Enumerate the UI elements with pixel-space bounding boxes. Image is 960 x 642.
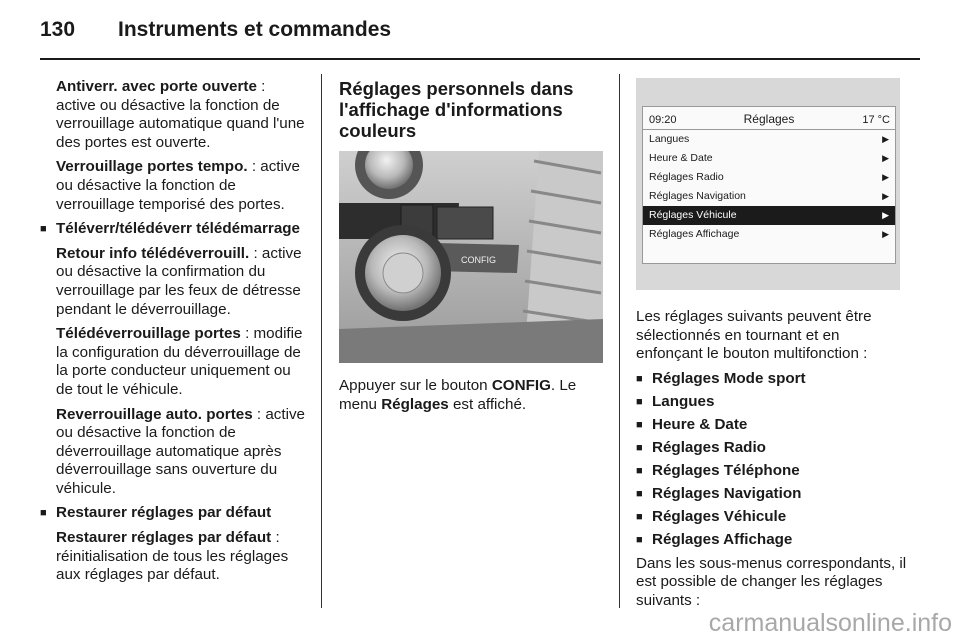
watermark: carmanualsonline.info xyxy=(708,609,952,637)
paragraph-outro: Dans les sous-menus correspondants, il est possible de changer les réglages suivants : xyxy=(636,554,907,609)
column-left xyxy=(40,78,308,591)
bullet-square-icon: ■ xyxy=(636,488,643,501)
page-header xyxy=(40,14,920,62)
bullet-televerr: ■ Téléverr/télédéverr télédémarrage xyxy=(40,220,300,238)
section-heading: Réglages personnels dans l'affichage d'informations couleurs xyxy=(339,78,574,141)
paragraph-reverrouillage: Reverrouillage auto. portes : active ou désactive la fonction de déverrouillage automatique après déverrouillage sans ouverture du véhicule. xyxy=(56,405,305,497)
paragraph-retour-info: Retour info télédéverrouill. : active ou désactive la confirmation du verrouillage par les feux de détresse pendant le déverrouillage. xyxy=(56,244,302,318)
display-menu-item: Réglages Affichage ▶ xyxy=(643,225,895,244)
display-menu-item: Réglages Radio ▶ xyxy=(643,168,895,187)
header-rule xyxy=(40,58,920,60)
display-menu-item: Langues ▶ xyxy=(643,130,895,149)
display-topbar xyxy=(643,107,895,130)
display-title: Réglages xyxy=(743,112,795,126)
bullet-restaurer: ■ Restaurer réglages par défaut xyxy=(40,504,272,522)
page-number: 130 xyxy=(40,18,76,41)
config-button-photo xyxy=(339,151,603,363)
paragraph-restaurer: Restaurer réglages par défaut : réinitialisation de tous les réglages aux réglages par défaut. xyxy=(56,529,289,584)
bullet-square-icon: ■ xyxy=(636,465,643,478)
display-menu-item: Réglages Véhicule ▶ xyxy=(643,206,895,225)
paragraph-antiverr: Antiverr. avec porte ouverte : active ou désactive la fonction de verrouillage automatique quand l'une des portes est ouverte. xyxy=(56,78,305,151)
config-label: CONFIG xyxy=(461,255,496,265)
display-menu-item: Réglages Navigation ▶ xyxy=(643,187,895,206)
list-item: ■ Réglages Mode sport xyxy=(636,369,806,387)
paragraph-intro: Les réglages suivants peuvent être sélectionnés en tournant et en enfonçant le bouton multifonction : xyxy=(636,308,872,363)
chevron-right-icon: ▶ xyxy=(882,134,889,144)
display-temperature: 17 °C xyxy=(862,114,890,126)
chevron-right-icon: ▶ xyxy=(882,172,889,182)
column-right xyxy=(636,78,908,616)
chevron-right-icon: ▶ xyxy=(882,191,889,201)
bullet-square-icon: ■ xyxy=(636,418,643,431)
bullet-square-icon: ■ xyxy=(636,395,643,408)
bullet-square-icon: ■ xyxy=(636,372,643,385)
list-item: ■ Réglages Radio xyxy=(636,439,766,457)
paragraph-verrouillage-tempo: Verrouillage portes tempo. : active ou désactive la fonction de verrouillage temporisé des portes. xyxy=(56,158,300,213)
list-item: ■ Réglages Affichage xyxy=(636,531,793,549)
page-title: Instruments et commandes xyxy=(118,18,392,41)
display-screen xyxy=(642,106,896,264)
bullet-square-icon: ■ xyxy=(636,511,643,524)
list-item: ■ Heure & Date xyxy=(636,415,748,433)
reglages-screen-photo xyxy=(636,78,900,290)
bullet-square-icon: ■ xyxy=(40,223,47,236)
bullet-square-icon: ■ xyxy=(636,534,643,547)
display-time: 09:20 xyxy=(649,114,677,126)
display-menu-item: Heure & Date ▶ xyxy=(643,149,895,168)
display-menu-list xyxy=(643,130,895,244)
list-item: ■ Langues xyxy=(636,392,715,410)
bullet-square-icon: ■ xyxy=(636,442,643,455)
chevron-right-icon: ▶ xyxy=(882,153,889,163)
column-middle xyxy=(339,78,603,420)
paragraph-teledeverrouillage: Télédéverrouillage portes : modifie la configuration du déverrouillage de la porte conducteur uniquement ou de tout le véhicule. xyxy=(56,325,303,398)
paragraph-appuyer: Appuyer sur le bouton CONFIG. Le menu Réglages est affiché. xyxy=(339,377,577,413)
list-item: ■ Réglages Navigation xyxy=(636,485,802,503)
column-divider-2 xyxy=(619,74,620,608)
bullet-square-icon: ■ xyxy=(40,507,47,520)
list-item: ■ Réglages Véhicule xyxy=(636,508,787,526)
list-item: ■ Réglages Téléphone xyxy=(636,462,800,480)
column-divider-1 xyxy=(321,74,322,608)
chevron-right-icon: ▶ xyxy=(882,210,889,220)
console-illustration xyxy=(339,151,603,363)
chevron-right-icon: ▶ xyxy=(882,229,889,239)
reglages-bullet-list xyxy=(636,370,908,550)
